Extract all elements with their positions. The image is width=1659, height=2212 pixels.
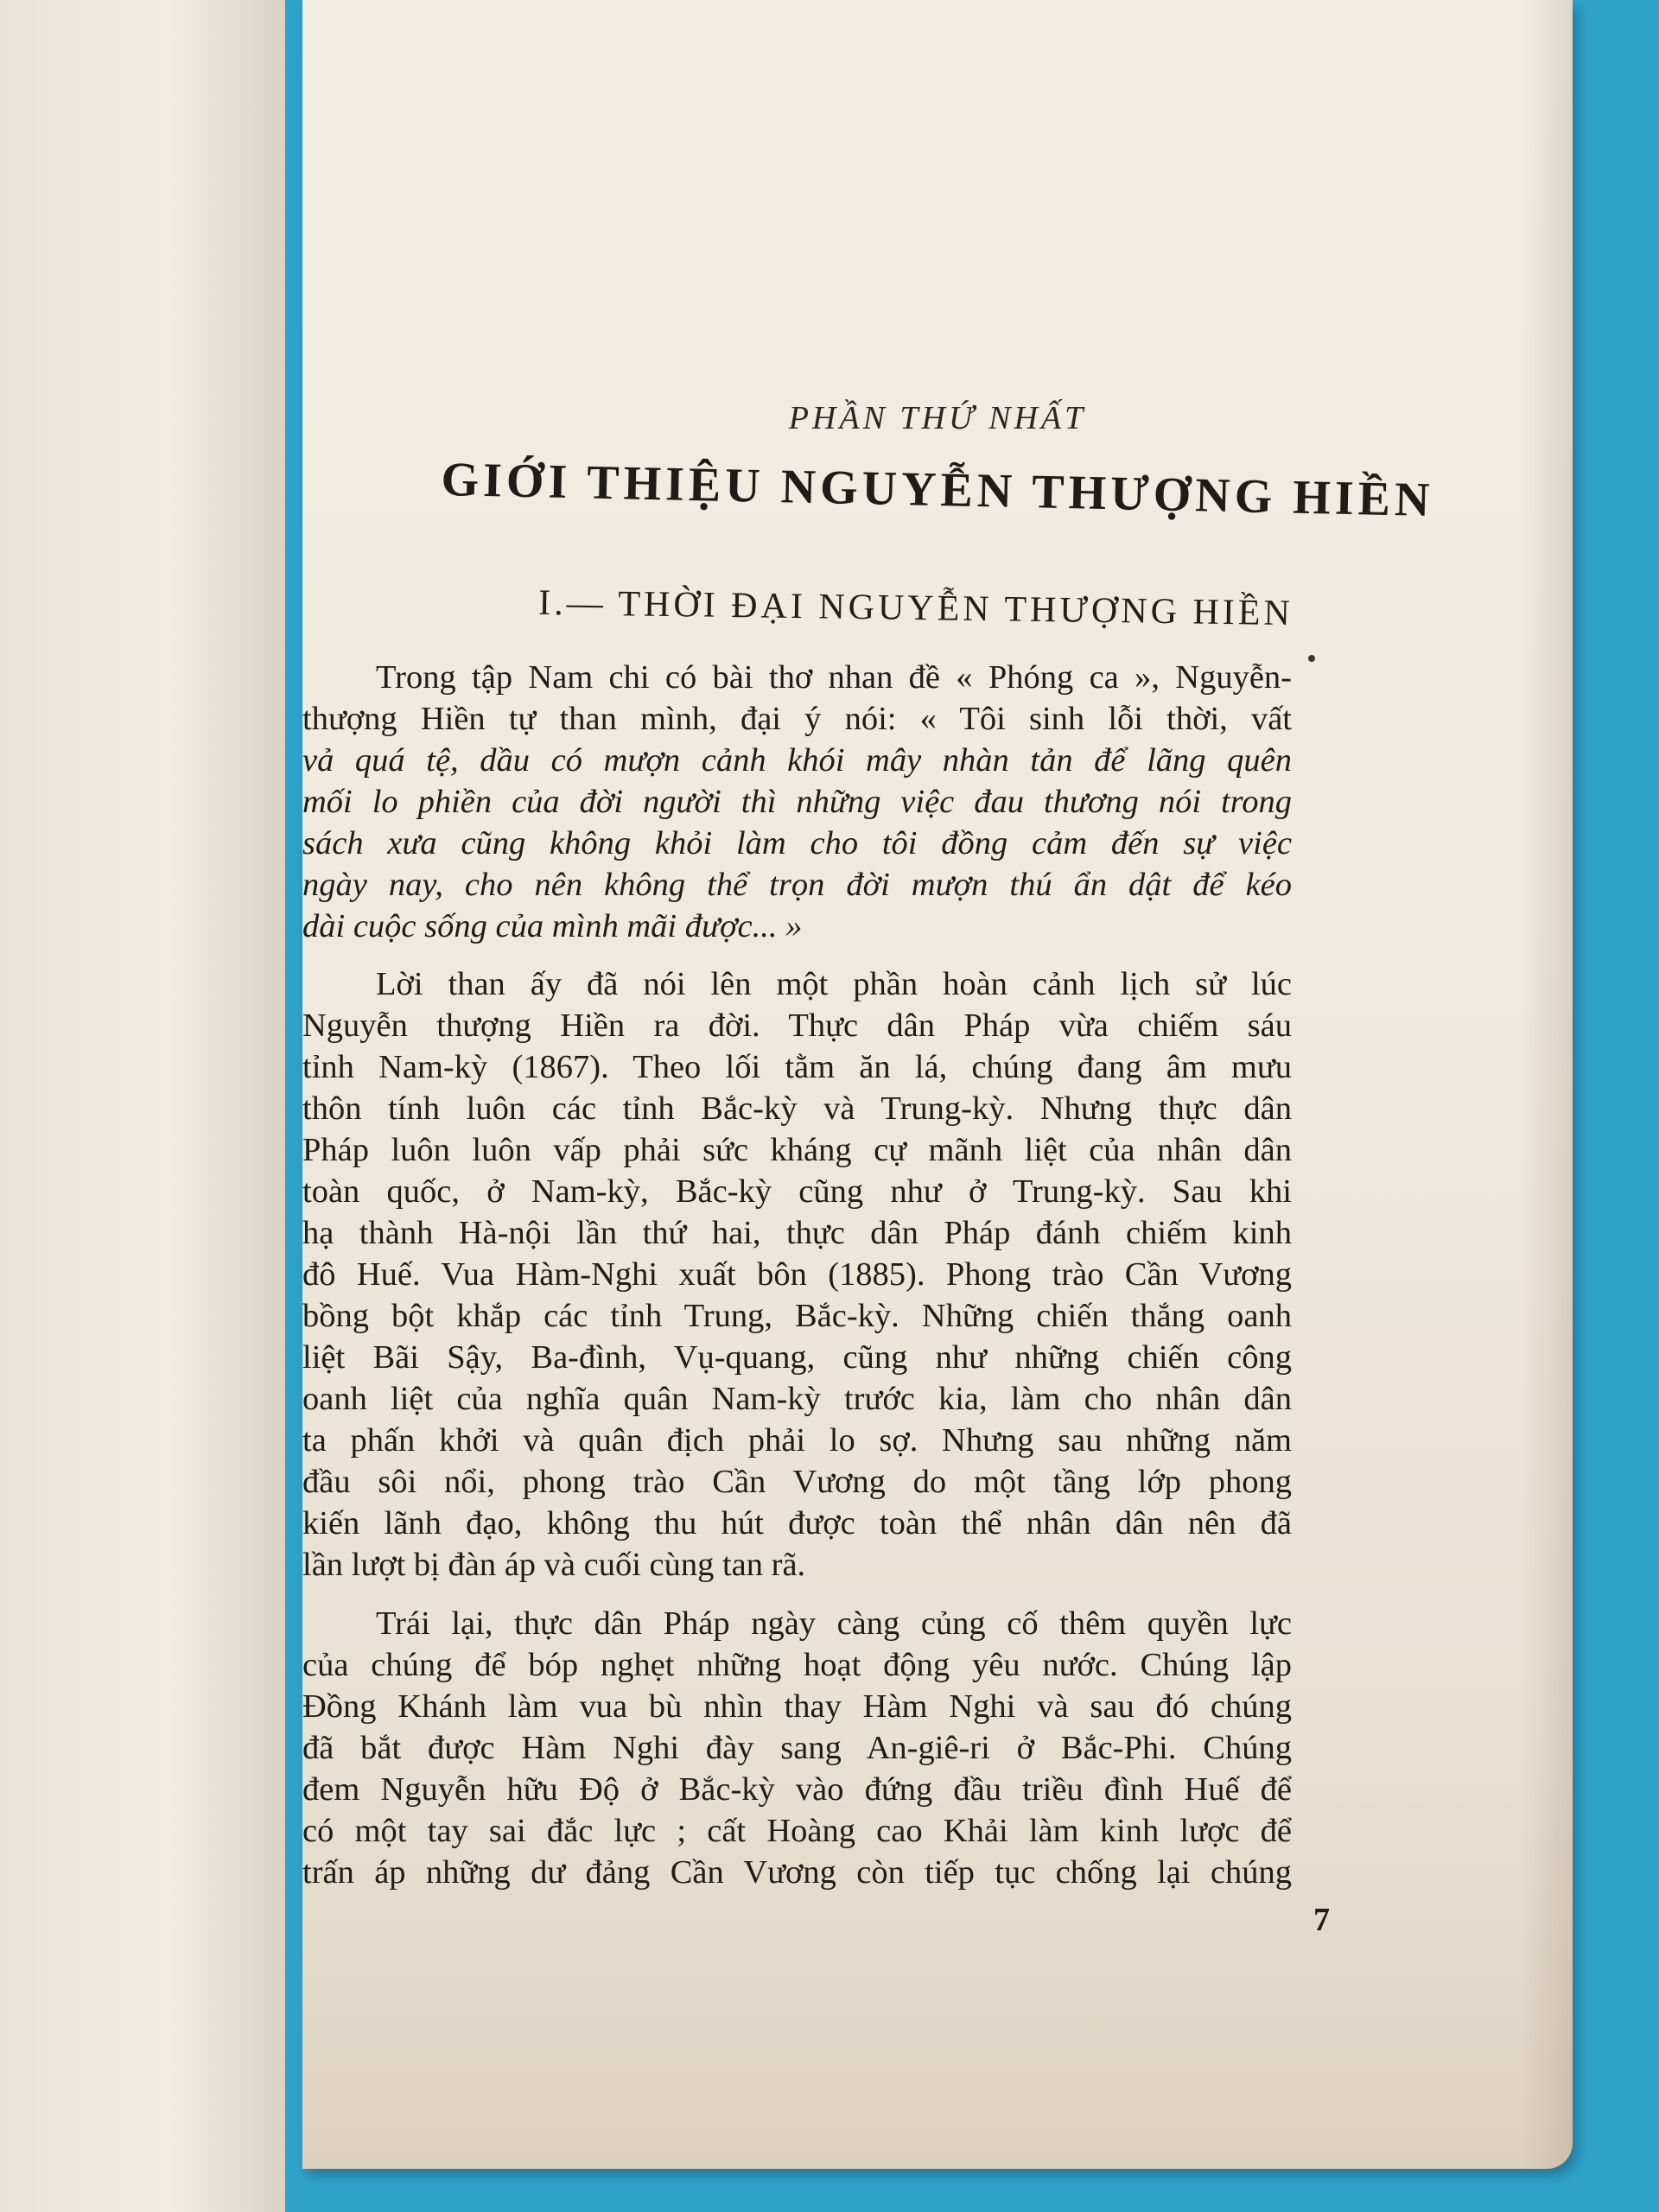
paragraph3-line: Trái lại, thực dân Pháp ngày càng củng cố thêm quyền lực (376, 1605, 1292, 1642)
paragraph2-line: toàn quốc, ở Nam-kỳ, Bắc-kỳ cũng như ở Trung-kỳ. Sau khi (302, 1173, 1292, 1210)
paragraph2-line: Pháp luôn luôn vấp phải sức kháng cự mãnh liệt của nhân dân (302, 1132, 1292, 1168)
paragraph1-line: mối lo phiền của đời người thì những việc đau thương nói trong (302, 784, 1292, 820)
chapter-heading: I.— THỜI ĐẠI NGUYỄN THƯỢNG HIỀN (537, 582, 1294, 634)
paragraph1-line: ngày nay, cho nên không thể trọn đời mượn thú ẩn dật để kéo (302, 867, 1292, 903)
part-label: PHẦN THỨ NHẤT (788, 400, 1087, 436)
paragraph1-line: thượng Hiền tự than mình, đại ý nói: « Tôi sinh lỗi thời, vất (302, 701, 1292, 737)
paragraph2-line: liệt Bãi Sậy, Ba-đình, Vụ-quang, cũng như những chiến công (302, 1339, 1292, 1376)
paragraph3-line: đã bắt được Hàm Nghi đày sang An-giê-ri ở Bắc-Phi. Chúng (302, 1730, 1292, 1766)
page-number: 7 (1313, 1902, 1330, 1938)
paragraph2-line: kiến lãnh đạo, không thu hút được toàn thể nhân dân nên đã (302, 1505, 1292, 1541)
paragraph2-line: thôn tính luôn các tỉnh Bắc-kỳ và Trung-kỳ. Nhưng thực dân (302, 1090, 1292, 1127)
paragraph2-line: hạ thành Hà-nội lần thứ hai, thực dân Pháp đánh chiếm kinh (302, 1215, 1292, 1251)
paragraph2-line: đô Huế. Vua Hàm-Nghi xuất bôn (1885). Phong trào Cần Vương (302, 1256, 1292, 1293)
paragraph3-line: có một tay sai đắc lực ; cất Hoàng cao Khải làm kinh lược để (302, 1813, 1292, 1849)
book-page (302, 0, 1573, 2169)
facing-page (0, 0, 285, 2212)
paragraph2-line: lần lượt bị đàn áp và cuối cùng tan rã. (302, 1547, 806, 1583)
paragraph2-line: ta phấn khởi và quân địch phải lo sợ. Nhưng sau những năm (302, 1422, 1292, 1459)
page-edge-shading (1521, 0, 1573, 2169)
paragraph2-line: oanh liệt của nghĩa quân Nam-kỳ trước kia, làm cho nhân dân (302, 1381, 1292, 1417)
paragraph1-line: Trong tập Nam chi có bài thơ nhan đề « Phóng ca », Nguyễn- (376, 659, 1292, 696)
paragraph3-line: trấn áp những dư đảng Cần Vương còn tiếp tục chống lại chúng (302, 1854, 1292, 1891)
ink-dot (1308, 655, 1315, 662)
paragraph2-line: Lời than ấy đã nói lên một phần hoàn cảnh lịch sử lúc (376, 966, 1292, 1002)
paragraph2-line: tỉnh Nam-kỳ (1867). Theo lối tằm ăn lá, chúng đang âm mưu (302, 1049, 1292, 1085)
paragraph2-line: Nguyễn thượng Hiền ra đời. Thực dân Pháp vừa chiếm sáu (302, 1007, 1292, 1044)
paragraph2-line: bồng bột khắp các tỉnh Trung, Bắc-kỳ. Những chiến thắng oanh (302, 1298, 1292, 1334)
paragraph1-line: dài cuộc sống của mình mãi được... » (302, 908, 803, 944)
paragraph1-line: vả quá tệ, dầu có mượn cảnh khói mây nhàn tản để lãng quên (302, 742, 1292, 779)
paragraph2-line: đầu sôi nổi, phong trào Cần Vương do một tầng lớp phong (302, 1464, 1292, 1500)
paragraph3-line: của chúng để bóp nghẹt những hoạt động yêu nước. Chúng lập (302, 1647, 1292, 1683)
paragraph3-line: Đồng Khánh làm vua bù nhìn thay Hàm Nghi và sau đó chúng (302, 1688, 1292, 1725)
paragraph1-line: sách xưa cũng không khỏi làm cho tôi đồng cảm đến sự việc (302, 825, 1292, 861)
book-title: GIỚI THIỆU NGUYỄN THƯỢNG HIỀN (440, 452, 1435, 528)
paragraph3-line: đem Nguyễn hữu Độ ở Bắc-kỳ vào đứng đầu triều đình Huế để (302, 1771, 1292, 1808)
